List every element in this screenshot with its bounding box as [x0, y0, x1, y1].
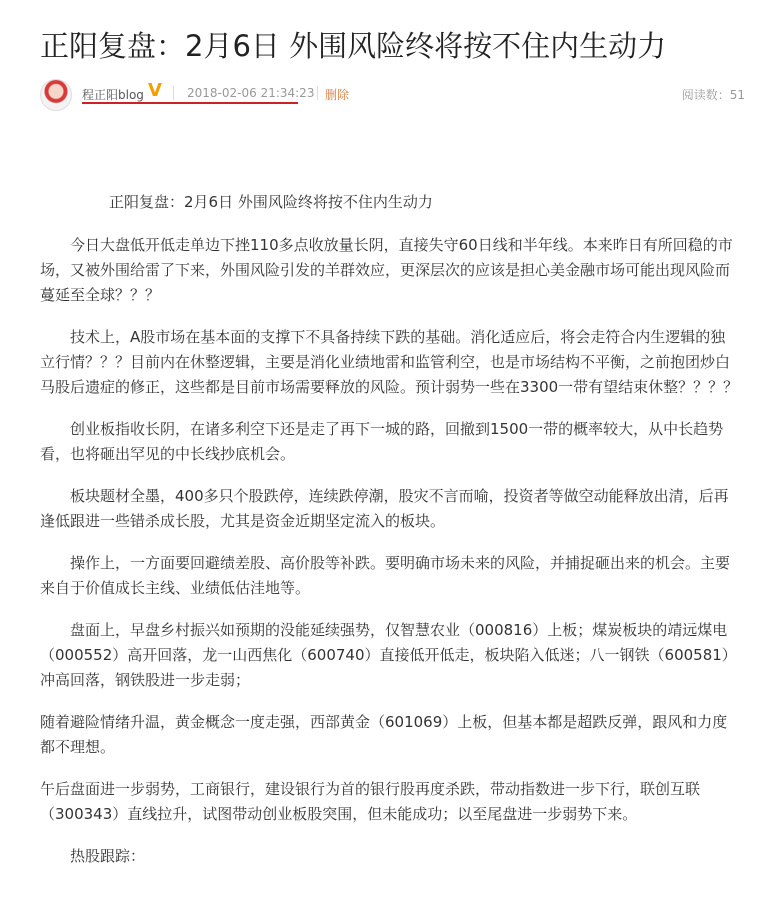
article-paragraph: 午后盘面进一步弱势，工商银行，建设银行为首的银行股再度杀跌，带动指数进一步下行，联创互联（300343）直线拉升，试图带动创业板股突围，但未能成功；以至尾盘进一步弱势下来。	[40, 780, 701, 823]
annotation-underline	[82, 102, 298, 104]
article-paragraph: 板块题材全墨，400多只个股跌停，连续跌停潮，股灾不言而喻，投资者等做空动能释放出清，后再逢低跟进一些错杀成长股，尤其是资金近期坚定流入的板块。	[40, 487, 729, 530]
author-avatar[interactable]	[40, 79, 72, 111]
article-paragraph: 今日大盘低开低走单边下挫110多点收放量长阴，直接失守60日线和半年线。本来昨日有所回稳的市场，又被外围给雷了下来，外围风险引发的羊群效应，更深层次的应该是担心美金融市场可能出现风险而蔓延至全球？？？	[40, 236, 733, 304]
delete-link[interactable]: 删除	[325, 88, 350, 102]
article-paragraph: 随着避险情绪升温，黄金概念一度走强，西部黄金（601069）上板，但基本都是超跌反弹，跟风和力度都不理想。	[40, 713, 728, 756]
article-body	[40, 190, 740, 886]
publish-date: 2018-02-06 21:34:23	[187, 86, 315, 100]
article-paragraph: 热股跟踪：	[70, 847, 146, 865]
article-meta	[40, 76, 745, 110]
article-paragraph: 操作上，一方面要回避绩差股、高价股等补跌。要明确市场未来的风险，并捕捉砸出来的机会。主要来自于价值成长主线、业绩低估洼地等。	[40, 554, 731, 597]
read-count: 阅读数：51	[681, 88, 745, 102]
meta-divider	[173, 86, 174, 100]
article-paragraph: 盘面上，早盘乡村振兴如预期的没能延续强势，仅智慧农业（000816）上板；煤炭板块的靖远煤电（000552）高开回落，龙一山西焦化（600740）直接低开低走，板块陷入低迷；八一钢铁（600581）冲高回落，钢铁股进一步走弱；	[40, 621, 737, 689]
meta-divider	[317, 86, 318, 100]
article-paragraph: 技术上，A股市场在基本面的支撑下不具备持续下跌的基础。消化适应后，将会走符合内生逻辑的独立行情？？？目前内在休整逻辑，主要是消化业绩地雷和监管利空，也是市场结构不平衡，之前抱团炒白马股后遗症的修正，这些都是目前市场需要释放的风险。预计弱势一些在3300一带有望结束休整？？？？	[40, 328, 739, 396]
author-name[interactable]: 程正阳blog	[82, 88, 144, 102]
article-paragraph: 创业板指收长阴，在诸多利空下还是走了再下一城的路，回撤到1500一带的概率较大，从中长趋势看，也将砸出罕见的中长线抄底机会。	[40, 420, 724, 463]
article-paragraph: 正阳复盘：2月6日 外围风险终将按不住内生动力	[109, 193, 433, 211]
article-title: 正阳复盘：2月6日 外围风险终将按不住内生动力	[40, 29, 667, 63]
vip-badge-icon: V	[148, 80, 162, 101]
